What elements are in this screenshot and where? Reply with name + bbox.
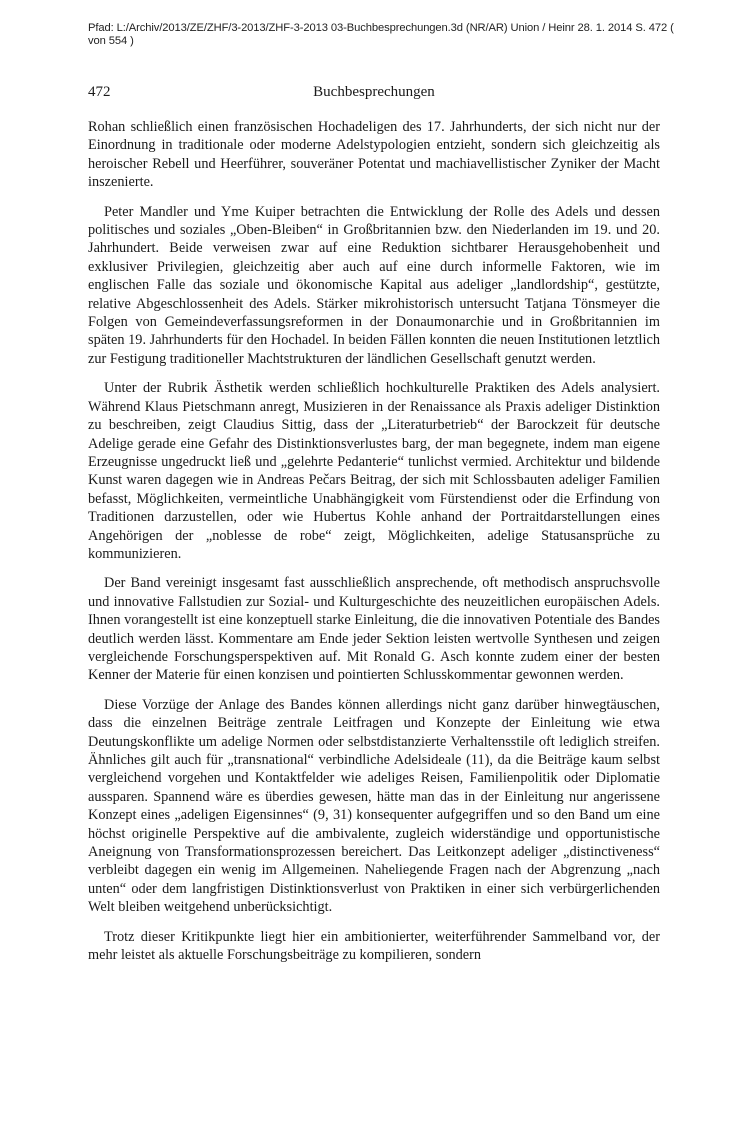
- paragraph-4: Der Band vereinigt insgesamt fast ausschließlich ansprechende, oft methodisch anspruchsvolle und innovative Fallstudien zur Sozial- und Kulturgeschichte des neuzeitlichen europäischen Adels. Ihnen vorangestellt ist eine konzeptuell starke Einleitung, die die innovativen Potentiale des Bandes deutlich werden lässt. Kommentare am Ende jeder Sektion leisten wertvolle Synthesen und zeigen vergleichende Forschungsperspektiven auf. Mit Ronald G. Asch konnte zudem einer der besten Kenner der Materie für einen konzisen und pointierten Schlusskommentar gewonnen werden.: [88, 575, 660, 684]
- paragraph-1: Rohan schließlich einen französischen Hochadeligen des 17. Jahrhunderts, der sich nicht nur der Einordnung in traditionale oder moderne Adelstypologien entzieht, sondern sich gleichzeitig als heroischer Rebell und Heerführer, souveräner Potentat und machiavellistischer Zyniker der Macht inszenierte.: [88, 119, 660, 191]
- page-number: 472: [88, 84, 111, 100]
- paragraph-2: Peter Mandler und Yme Kuiper betrachten die Entwicklung der Rolle des Adels und dessen politisches und soziales „Oben-Bleiben“ in Großbritannien bzw. den Niederlanden im 19. und 20. Jahrhundert. Beide verweisen zwar auf eine Reduktion sichtbarer Herausgehobenheit und exklusiver Privilegien, gleichzeitig aber auch auf eine durch informelle Faktoren, wie im englischen Falle das soziale und ökonomische Kapital aus adeliger „landlordship“, gestützte, relative Abgeschlossenheit des Adels. Stärker mikrohistorisch untersucht Tatjana Tönsmeyer die Folgen von Gemeindeverfassungsreformen in der Donaumonarchie und in Großbritannien im späten 19. Jahrhunderts für den Hochadel. In beiden Fällen konnten die neuen Institutionen letztlich zur Festigung traditioneller Machtstrukturen der ländlichen Gesellschaft genutzt werden.: [88, 203, 660, 367]
- review-body: [88, 118, 660, 975]
- running-head: [88, 82, 660, 102]
- paragraph-3: Unter der Rubrik Ästhetik werden schließlich hochkulturelle Praktiken des Adels analysiert. Während Klaus Pietschmann anregt, Musizieren in der Renaissance als Praxis adeliger Distinktion zu beschreiben, zeigt Claudius Sittig, dass der „Literaturbetrieb“ der Barockzeit für deutsche Adelige gerade eine Gefahr des Distinktionsverlustes barg, der man begegnete, indem man eigene Erzeugnisse ungedruckt ließ und „gelehrte Pedanterie“ tunlichst vermied. Architektur und bildende Kunst waren dagegen wie in Andreas Pečars Beitrag, der sich mit Schlossbauten adeliger Familien befasst, Möglichkeiten, vermeintliche Unabhängigkeit vom Fürstendienst oder die Erfindung von Traditionen darzustellen, oder wie Hubertus Kohle anhand der Portraitdarstellungen eines Angehörigen der „noblesse de robe“ zeigt, Möglichkeiten, adelige Statusansprüche zu kommunizieren.: [88, 380, 660, 562]
- file-path-line: Pfad: L:/Archiv/2013/ZE/ZHF/3-2013/ZHF-3-2013 03-Buchbesprechungen.3d (NR/AR) Union / Heinr 28. 1. 2014 S. 472 ( von 554 ): [88, 22, 674, 47]
- running-title: Buchbesprechungen: [313, 84, 435, 100]
- paragraph-5: Diese Vorzüge der Anlage des Bandes können allerdings nicht ganz darüber hinwegtäuschen, dass die einzelnen Beiträge zentrale Leitfragen und Konzepte der Einleitung wie etwa Deutungskonflikte um adelige Normen oder selbstdistanzierte Verhaltensstile oft lediglich streifen. Ähnliches gilt auch für „transnational“ verbindliche Adelsideale (11), da die Beiträge kaum selbst vergleichend vorgehen und Kontaktfelder wie adeliges Reisen, Familienpolitik oder Diplomatie aussparen. Spannend wäre es überdies gewesen, hätte man das in der Einleitung nur angerissene Konzept eines „adeligen Eigensinnes“ (9, 31) konsequenter aufgegriffen und so den Band um eine höchst originelle Perspektive auf die ambivalente, zugleich widerständige und opportunistische Aneignung von Transformationsprozessen bereichert. Das Leitkonzept adeliger „distinctiveness“ verbleibt dagegen ein wenig im Allgemeinen. Naheliegende Fragen nach der Abgrenzung „nach unten“ oder dem langfristigen Distinktionsverlust von Praktiken in einer sich verbürgerlichenden Welt bleiben weitgehend unberücksichtigt.: [88, 696, 660, 916]
- paragraph-6: Trotz dieser Kritikpunkte liegt hier ein ambitionierter, weiterführender Sammelband vor, der mehr leistet als aktuelle Forschungsbeiträge zu kompilieren, sondern: [88, 928, 660, 964]
